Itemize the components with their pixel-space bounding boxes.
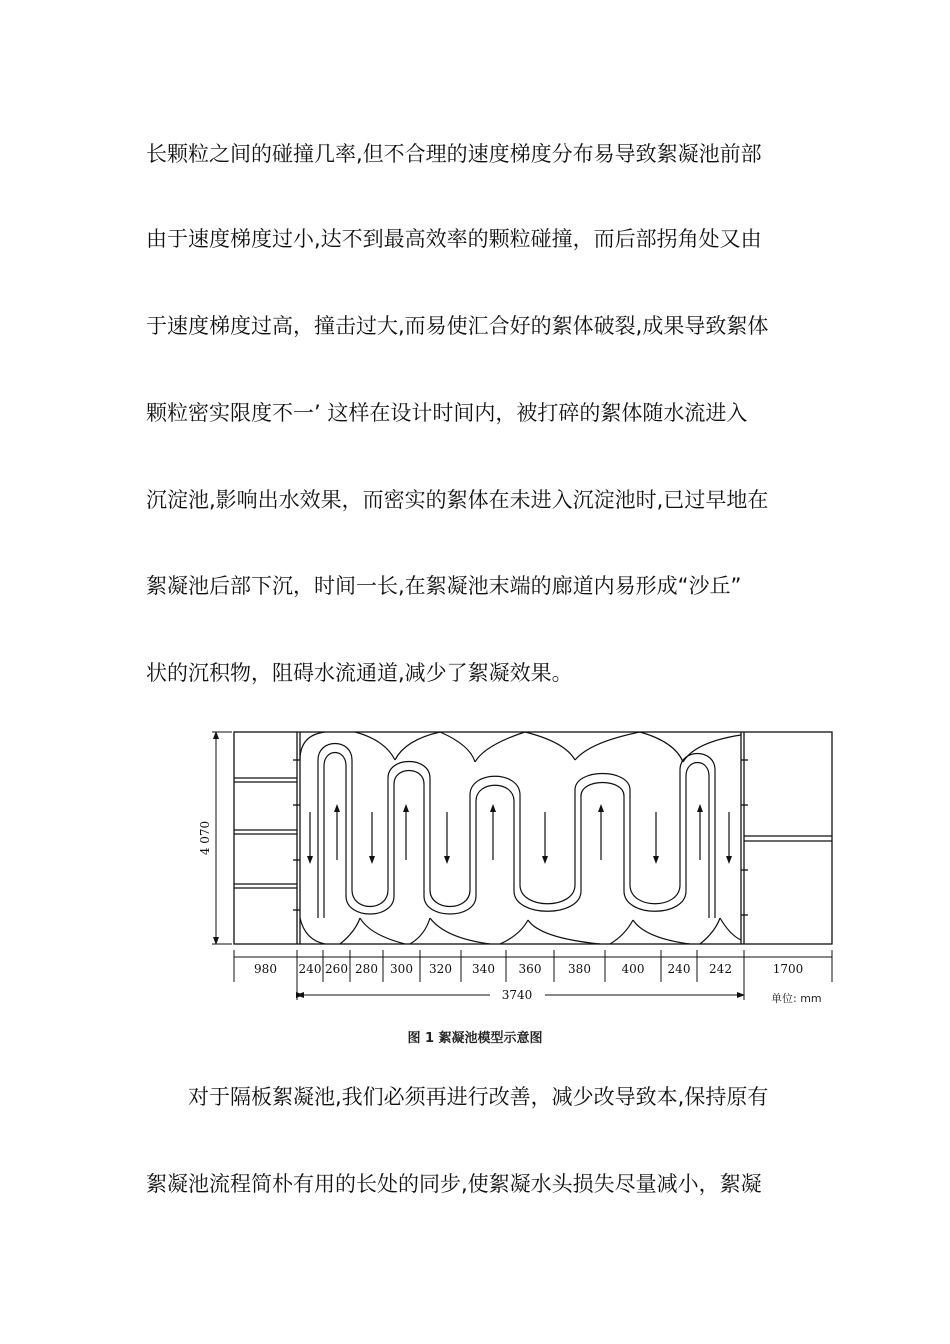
segment-width-label: 380 — [568, 962, 591, 976]
segment-width-label: 260 — [325, 962, 348, 976]
text-line: 絮凝池流程简朴有用的长处的同步,使絮凝水头损失尽量减小，絮凝 — [146, 1172, 762, 1196]
unit-label: 单位: mm — [771, 992, 822, 1005]
segment-width-label: 1700 — [772, 962, 804, 976]
segment-width-label: 320 — [429, 962, 452, 976]
segment-width-label: 980 — [254, 962, 277, 976]
text-line: 由于速度梯度过小,达不到最高效率的颗粒碰撞，而后部拐角处又由 — [146, 227, 762, 251]
segment-width-label: 240 — [298, 962, 322, 976]
height-dimension — [212, 732, 232, 944]
text-line: 对于隔板絮凝池,我们必须再进行改善，减少改导致本,保持原有 — [188, 1085, 769, 1109]
text-line: 状的沉积物，阻碍水流通道,减少了絮凝效果。 — [146, 661, 573, 685]
text-line: 絮凝池后部下沉，时间一长,在絮凝池末端的廊道内易形成“沙丘” — [146, 574, 742, 598]
height-label: 4 070 — [198, 820, 212, 856]
segment-width-label: 242 — [709, 962, 732, 976]
segment-width-label: 280 — [355, 962, 378, 976]
total-width-label: 3740 — [501, 988, 533, 1002]
figure-caption: 图 1 絮凝池模型示意图 — [407, 1031, 543, 1046]
segment-width-label: 360 — [518, 962, 542, 976]
segment-width-label: 300 — [390, 962, 413, 976]
text-line: 于速度梯度过高，撞击过大,而易使汇合好的絮体破裂,成果导致絮体 — [146, 314, 769, 338]
text-line: 沉淀池,影响出水效果，而密实的絮体在未进入沉淀池时,已过早地在 — [146, 488, 769, 512]
segment-width-label: 240 — [667, 962, 691, 976]
segment-width-label: 340 — [472, 962, 495, 976]
segment-width-label: 400 — [621, 962, 645, 976]
text-line: 长颗粒之间的碰撞几率,但不合理的速度梯度分布易导致絮凝池前部 — [146, 142, 762, 166]
text-line: 颗粒密实限度不一’ 这样在设计时间内，被打碎的絮体随水流进入 — [146, 401, 748, 425]
